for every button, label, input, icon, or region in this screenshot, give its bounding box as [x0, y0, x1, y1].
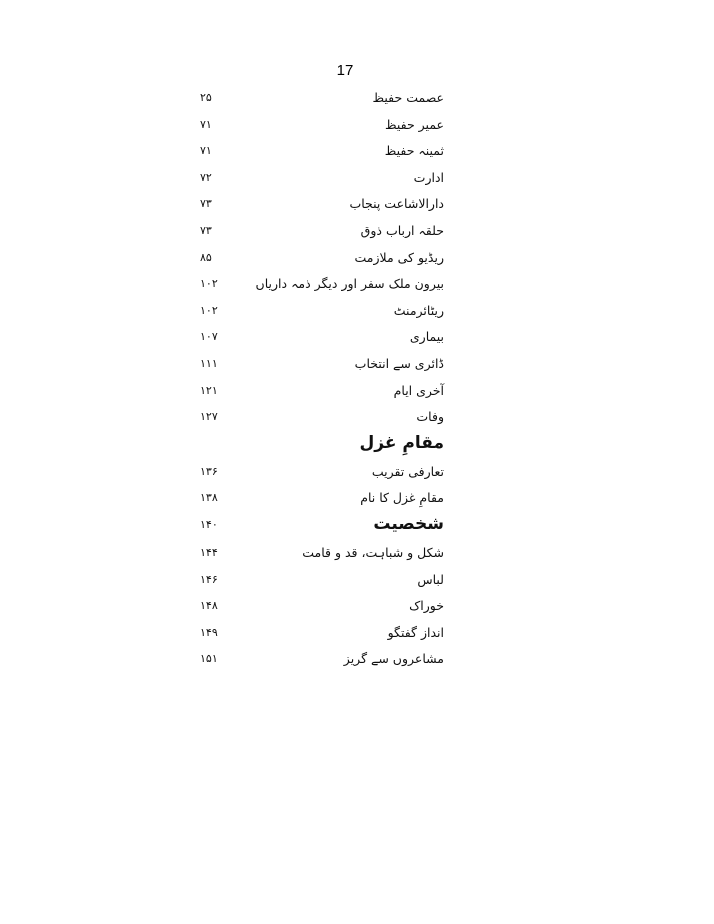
toc-entry	[0, 168, 714, 195]
toc-entry	[0, 274, 714, 301]
toc-entry-page: ۲۵	[200, 91, 212, 104]
toc-entry-title: عمیر حفیظ	[384, 116, 444, 132]
toc-section-heading	[0, 434, 714, 462]
toc-entry-page: ۸۵	[200, 250, 212, 264]
toc-entry-title: انداز گفتگو	[387, 624, 444, 640]
toc-entry	[0, 248, 714, 275]
toc-entry-title: ثمینہ حفیظ	[384, 143, 444, 159]
toc-entry-title: شخصیت	[373, 513, 444, 534]
toc-entry	[0, 88, 714, 115]
toc-entry	[0, 623, 714, 650]
toc-section-heading	[0, 515, 714, 543]
toc-entry-page: ۱۲۷	[200, 410, 218, 424]
toc-entry-page: ۱۰۷	[200, 330, 218, 344]
toc-entry	[0, 115, 714, 142]
toc-entry-page: ۱۴۹	[200, 625, 218, 639]
toc-entry-page: ۷۳	[200, 223, 212, 237]
toc-entry-title: مشاعروں سے گریز	[343, 651, 444, 667]
toc-entry	[0, 354, 714, 381]
toc-entry	[0, 301, 714, 328]
toc-entry-page: ۱۴۶	[200, 572, 218, 586]
toc-entry-title: مقامِ غزل کا نام	[360, 490, 444, 506]
toc-entry-page: ۱۳۶	[200, 464, 218, 478]
toc-entry-title: وفات	[416, 409, 444, 425]
toc-entry-title: ادارت	[413, 169, 444, 185]
toc-entry	[0, 327, 714, 354]
toc-entry-title: خوراک	[409, 598, 444, 614]
toc-entry-title: حلقہ ارباب ذوق	[360, 222, 444, 238]
toc-entry	[0, 570, 714, 597]
toc-entry	[0, 649, 714, 676]
toc-entry-page: ۱۴۴	[200, 545, 218, 559]
toc-entry	[0, 543, 714, 570]
toc-entry-page: ۷۲	[200, 170, 212, 184]
toc-entry-page: ۱۱۱	[200, 356, 218, 370]
toc-entry-title: دارالاشاعت پنجاب	[349, 196, 444, 212]
toc-entry-page: ۱۵۱	[200, 652, 218, 666]
toc-entry	[0, 596, 714, 623]
toc-entry-title: ریڈیو کی ملازمت	[354, 249, 444, 265]
toc-entry-page: ۱۰۲	[200, 277, 218, 291]
page-number: 17	[336, 62, 354, 79]
toc-entry-page: ۱۲۱	[200, 383, 218, 397]
toc-entry	[0, 488, 714, 515]
toc-entry-page: ۷۳	[200, 197, 212, 211]
toc-entry	[0, 462, 714, 489]
toc-entry-title: عصمت حفیظ	[372, 90, 444, 105]
toc-entry-title: ریٹائرمنٹ	[393, 302, 444, 318]
toc-entry-page: ۱۳۸	[200, 491, 218, 505]
toc-entry-page: ۱۰۲	[200, 303, 218, 317]
toc-entry-title: شکل و شباہت، قد و قامت	[302, 544, 444, 560]
toc-entry-page: ۷۱	[200, 144, 212, 158]
toc-entry-page: ۱۴۰	[200, 517, 218, 531]
toc-entry-title: ڈائری سے انتخاب	[354, 355, 444, 371]
toc-entry-title: لباس	[417, 571, 444, 587]
toc-entry-title: آخری ایام	[393, 382, 444, 398]
toc-entry	[0, 141, 714, 168]
toc-entry	[0, 194, 714, 221]
toc-entry-page: ۱۴۸	[200, 599, 218, 613]
toc-entry-title: تعارفی تقریب	[371, 463, 444, 479]
toc-entry-title: بیرون ملک سفر اور دیگر ذمہ داریاں	[255, 276, 444, 292]
toc-entry	[0, 221, 714, 248]
toc-entry	[0, 381, 714, 408]
toc-entry-title: بیماری	[409, 329, 444, 345]
toc-entry-page: ۷۱	[200, 117, 212, 131]
table-of-contents	[0, 88, 714, 676]
toc-entry	[0, 407, 714, 434]
toc-entry-title: مقامِ غزل	[359, 432, 444, 453]
